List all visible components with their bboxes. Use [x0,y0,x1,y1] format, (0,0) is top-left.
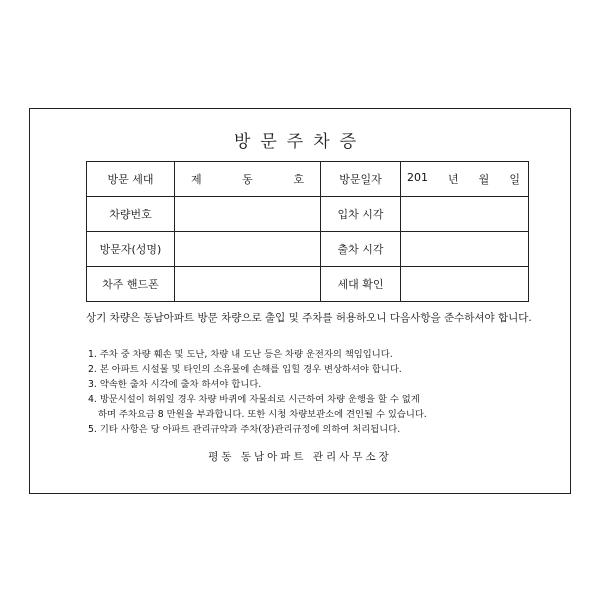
exit-time-label: 출차 시각 [321,232,401,267]
date-year: 201 [407,171,428,184]
date-day-suffix: 일 [509,173,520,186]
visit-date-field[interactable] [401,162,529,197]
list-item: 2. 본 아파트 시설물 및 타인의 소유물에 손해를 입힐 경우 변상하셔야 합니다. [88,364,402,375]
vehicle-number-field[interactable] [175,197,321,232]
list-item: 1. 주차 중 차량 훼손 및 도난, 차량 내 도난 등은 차량 운전자의 책임입니다. [88,349,393,360]
table-row [87,232,529,267]
household-confirm-label: 세대 확인 [321,267,401,302]
table-row [87,197,529,232]
owner-phone-label: 차주 핸드폰 [87,267,175,302]
household-confirm-field[interactable] [401,267,529,302]
issuer-footer: 평동 동남아파트 관리사무소장 [208,451,392,463]
household-unit-field[interactable] [175,162,321,197]
unit-building-suffix: 동 [242,173,253,186]
list-item: 하며 주차요금 8 만원을 부과합니다. 또한 시청 차량보관소에 견인될 수 있습니다. [98,409,427,420]
list-item: 4. 방문시설이 허위일 경우 차량 바퀴에 자물쇠로 시근하여 차량 운행을 할 수 없게 [88,394,420,405]
pass-title: 방문주차증 [233,132,367,152]
parking-pass-card [29,108,571,494]
date-year-suffix: 년 [448,173,459,186]
visitor-name-field[interactable] [175,232,321,267]
entry-time-field[interactable] [401,197,529,232]
owner-phone-field[interactable] [175,267,321,302]
intro-notice: 상기 차량은 동남아파트 방문 차량으로 출입 및 주차를 허용하오니 다음사항을 준수하셔야 합니다. [86,312,532,324]
list-item: 5. 기타 사항은 당 아파트 관리규약과 주차(장)관리규정에 의하여 처리됩니다. [88,424,401,435]
vehicle-number-label: 차량번호 [87,197,175,232]
table-row [87,162,529,197]
household-label: 방문 세대 [87,162,175,197]
entry-time-label: 입차 시각 [321,197,401,232]
unit-building-prefix: 제 [191,173,202,186]
visit-date-label: 방문일자 [321,162,401,197]
unit-room-suffix: 호 [293,173,304,186]
date-month-suffix: 월 [478,173,490,186]
rules-list [88,347,558,437]
exit-time-field[interactable] [401,232,529,267]
list-item: 3. 약속한 출차 시각에 출차 하셔야 합니다. [88,379,262,390]
table-row [87,267,529,302]
pass-form-table [86,161,529,302]
visitor-name-label: 방문자(성명) [87,232,175,267]
